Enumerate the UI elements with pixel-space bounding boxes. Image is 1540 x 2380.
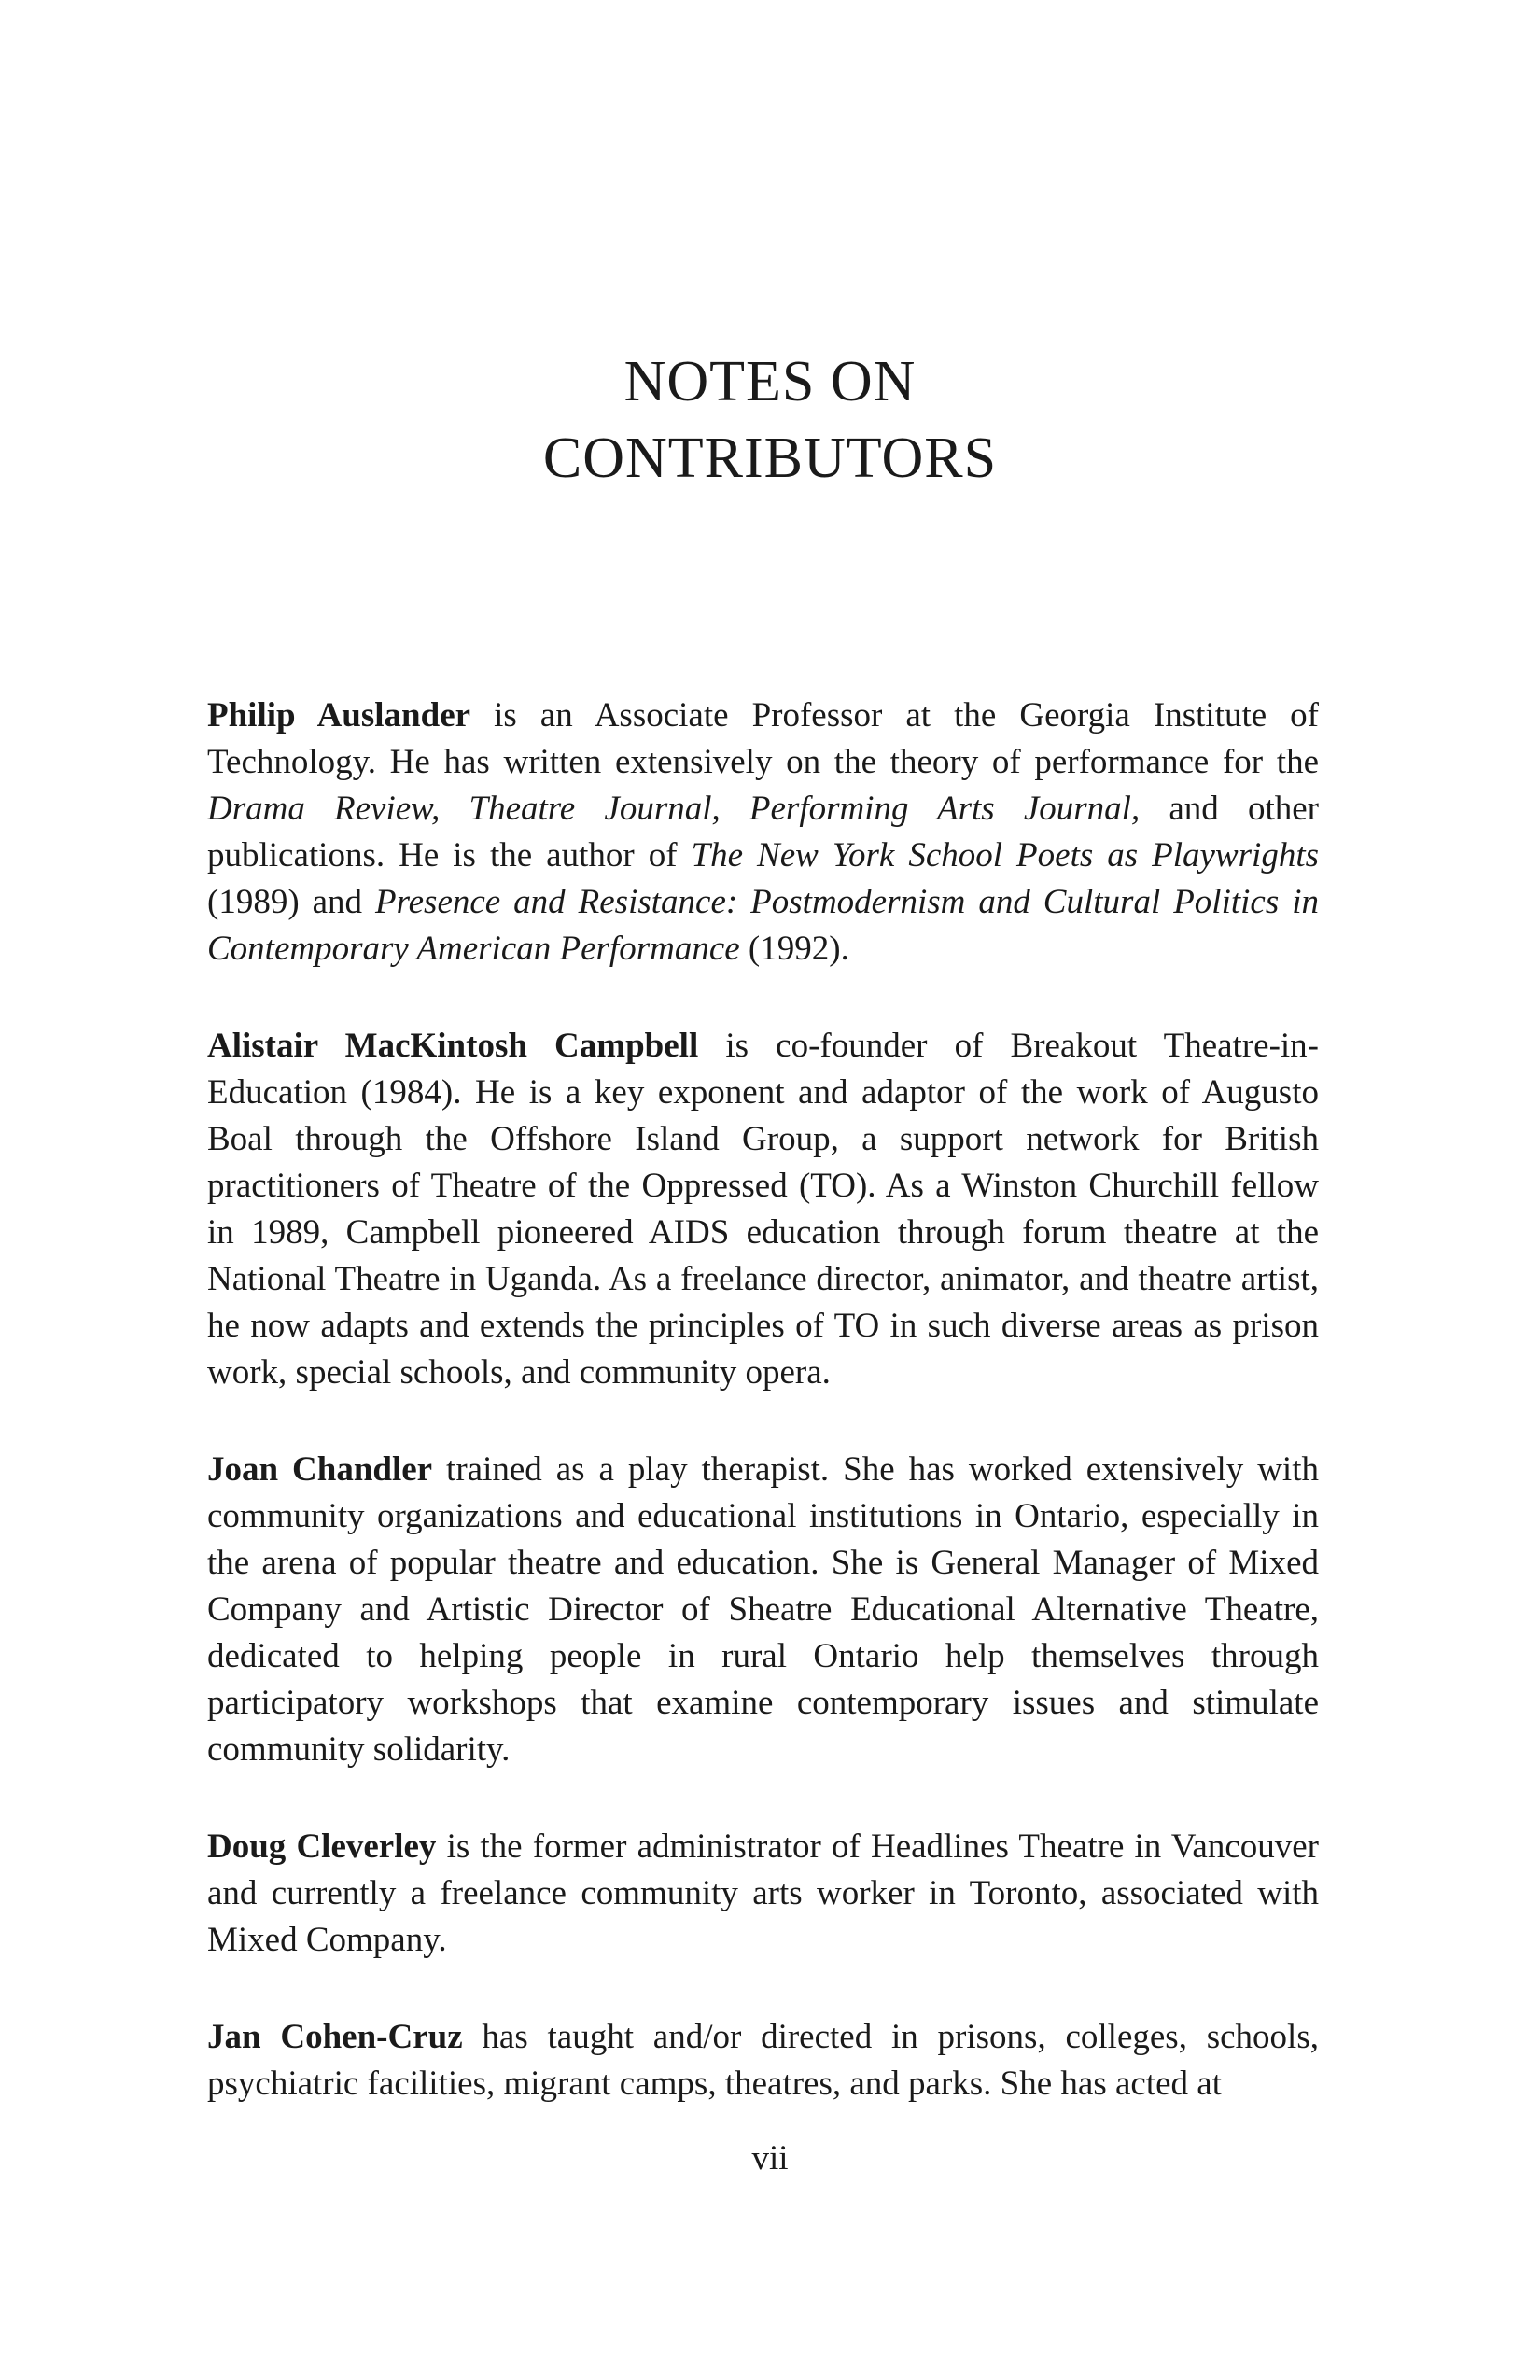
- contributor-name: Philip Auslander: [207, 696, 471, 735]
- entry-text: is co-founder of Breakout Theatre-in-Education (1984). He is a key exponent and adaptor of the work of Augusto Boal through the Offshore Island Group, a support network for British practitioners of Theatre of the Oppressed (TO). As a Winston Churchill fellow in 1989, Campbell pioneered AIDS education through forum theatre at the National Theatre in Uganda. As a freelance director, animator, and theatre artist, he now adapts and extends the principles of TO in such diverse areas as prison work, special schools, and community opera.: [207, 1027, 1319, 1392]
- entry-text: (1992).: [739, 930, 849, 968]
- entry-text: is an Associate Professor at the Georgia Institute of Technology. He has written extensively on the theory of performance for the: [207, 696, 1319, 781]
- page-title: [0, 343, 1540, 497]
- contributor-name: Doug Cleverley: [207, 1827, 437, 1866]
- page-title-line-2: CONTRIBUTORS: [542, 427, 998, 490]
- entry-text: and other publications. He is the author of: [207, 790, 1319, 875]
- page-number: vii: [751, 2139, 789, 2177]
- contributor-list: [207, 693, 1319, 2158]
- contributor-entry-chandler: [207, 1447, 1319, 1773]
- contributor-entry-cohen-cruz: [207, 2014, 1319, 2107]
- contributor-name: Jan Cohen-Cruz: [207, 2018, 463, 2056]
- entry-text: (1989) and: [207, 883, 375, 921]
- entry-italic-publications: Drama Review, Theatre Journal, Performing Arts Journal,: [207, 790, 1141, 828]
- contributor-name: Joan Chandler: [207, 1450, 433, 1489]
- contributor-name: Alistair MacKintosh Campbell: [207, 1027, 699, 1065]
- contributor-entry-cleverley: [207, 1824, 1319, 1964]
- entry-text: is the former administrator of Headlines Theatre in Vancouver and currently a freelance community arts worker in Toronto, associated with Mixed Company.: [207, 1827, 1319, 1959]
- entry-text: trained as a play therapist. She has worked extensively with community organizations and educational institutions in Ontario, especially in the arena of popular theatre and education. She is General Manager of Mixed Company and Artistic Director of Sheatre Educational Alternative Theatre, dedicated to helping people in rural Ontario help themselves through participatory workshops that examine contemporary issues and stimulate community solidarity.: [207, 1450, 1319, 1769]
- entry-italic-book-title: The New York School Poets as Playwrights: [691, 836, 1319, 875]
- entry-text: has taught and/or directed in prisons, colleges, schools, psychiatric facilities, migrant camps, theatres, and parks. She has acted at: [207, 2018, 1319, 2103]
- page-title-line-1: NOTES ON: [623, 350, 917, 413]
- entry-italic-book-title: Presence and Resistance: Postmodernism and Cultural Politics in Contemporary American Performance: [207, 883, 1319, 968]
- contributor-entry-campbell: [207, 1023, 1319, 1396]
- contributor-entry-auslander: [207, 693, 1319, 973]
